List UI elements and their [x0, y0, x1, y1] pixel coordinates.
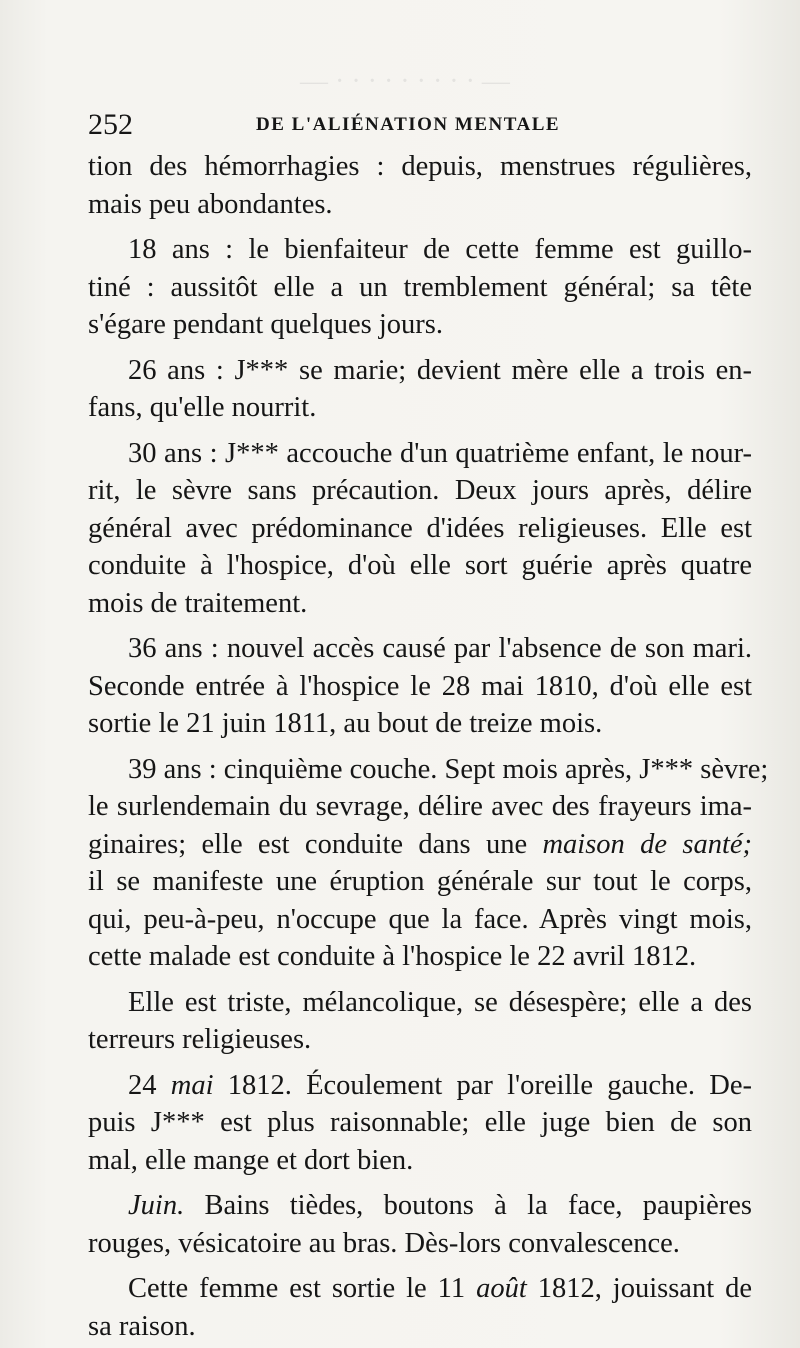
text-line: Seconde entrée à l'hospice le 28 mai 1810, d'où elle est [88, 670, 752, 702]
text-line: cette malade est conduite à l'hospice le 22 avril 1812. [88, 941, 697, 972]
text-line: 30 ans : J*** accouche d'un quatrième enfant, le nour- [128, 437, 752, 469]
paragraph [88, 630, 752, 743]
italic-month: mai [170, 1069, 214, 1101]
page-number: 252 [88, 108, 133, 141]
text-line: rit, le sèvre sans précaution. Deux jours après, délire [88, 475, 752, 506]
paragraph [88, 435, 752, 623]
paragraph [88, 1187, 752, 1262]
text-line: général avec prédominance d'idées religieuses. Elle est [88, 512, 752, 544]
text-line: Elle est triste, mélancolique, se désespère; elle a des [128, 986, 752, 1018]
paragraph [88, 148, 752, 223]
text-line: sa raison. [88, 1310, 196, 1342]
text-line [88, 1270, 752, 1308]
text-fragment: 1812, jouissant de [537, 1273, 752, 1304]
text-fragment: ginaires; elle est conduite dans une [88, 828, 528, 860]
text-line: tiné : aussitôt elle a un tremblement général; sa tête [88, 271, 752, 303]
text-fragment: Cette femme est sortie le 11 [128, 1273, 466, 1304]
text-line: mois de traitement. [88, 587, 308, 619]
text-line [88, 1067, 752, 1105]
text-line [88, 826, 752, 864]
text-line: mais peu abondantes. [88, 188, 333, 220]
text-line: conduite à l'hospice, d'où elle sort guérie après quatre [88, 550, 752, 581]
text-line [88, 1187, 752, 1225]
body-text [88, 148, 769, 1345]
text-line: mal, elle mange et dort bien. [88, 1144, 414, 1176]
paragraph [88, 1067, 752, 1180]
italic-phrase: maison de santé; [542, 828, 753, 860]
paragraph [88, 1270, 752, 1345]
text-line: 18 ans : le bienfaiteur de cette femme est guillo- [128, 234, 752, 265]
page-header [88, 108, 752, 148]
text-line: terreurs religieuses. [88, 1024, 312, 1055]
running-title: DE L'ALIÉNATION MENTALE [256, 114, 561, 135]
text-line: 36 ans : nouvel accès causé par l'absence de son mari. [128, 633, 752, 664]
text-line: 26 ans : J*** se marie; devient mère elle a trois en- [128, 354, 752, 386]
text-line: rouges, vésicatoire au bras. Dès-lors convalescence. [88, 1227, 680, 1259]
paragraph [88, 751, 769, 976]
text-fragment: 1812. Écoulement par l'oreille gauche. De- [227, 1069, 752, 1101]
text-line: puis J*** est plus raisonnable; elle juge bien de son [88, 1107, 752, 1138]
paragraph [88, 352, 752, 427]
text-line: s'égare pendant quelques jours. [88, 309, 443, 340]
italic-month: août [476, 1273, 527, 1304]
show-through-text: — · · · · · · · · · — [300, 66, 510, 97]
text-line: sortie le 21 juin 1811, au bout de treize mois. [88, 708, 603, 739]
text-line: fans, qu'elle nourrit. [88, 392, 317, 423]
text-line: tion des hémorrhagies : depuis, menstrues régulières, [88, 151, 752, 182]
italic-month: Juin. [128, 1190, 185, 1221]
text-line: le surlendemain du sevrage, délire avec des frayeurs ima- [88, 791, 752, 822]
text-line: il se manifeste une éruption générale sur tout le corps, [88, 866, 752, 897]
text-fragment: Bains tièdes, boutons à la face, paupières [204, 1190, 753, 1221]
paragraph [88, 231, 752, 344]
paragraph [88, 984, 752, 1059]
text-line: qui, peu-à-peu, n'occupe que la face. Après vingt mois, [88, 903, 752, 935]
text-line: 39 ans : cinquième couche. Sept mois après, J*** sèvre; [128, 753, 769, 785]
date-day: 24 [128, 1069, 157, 1101]
